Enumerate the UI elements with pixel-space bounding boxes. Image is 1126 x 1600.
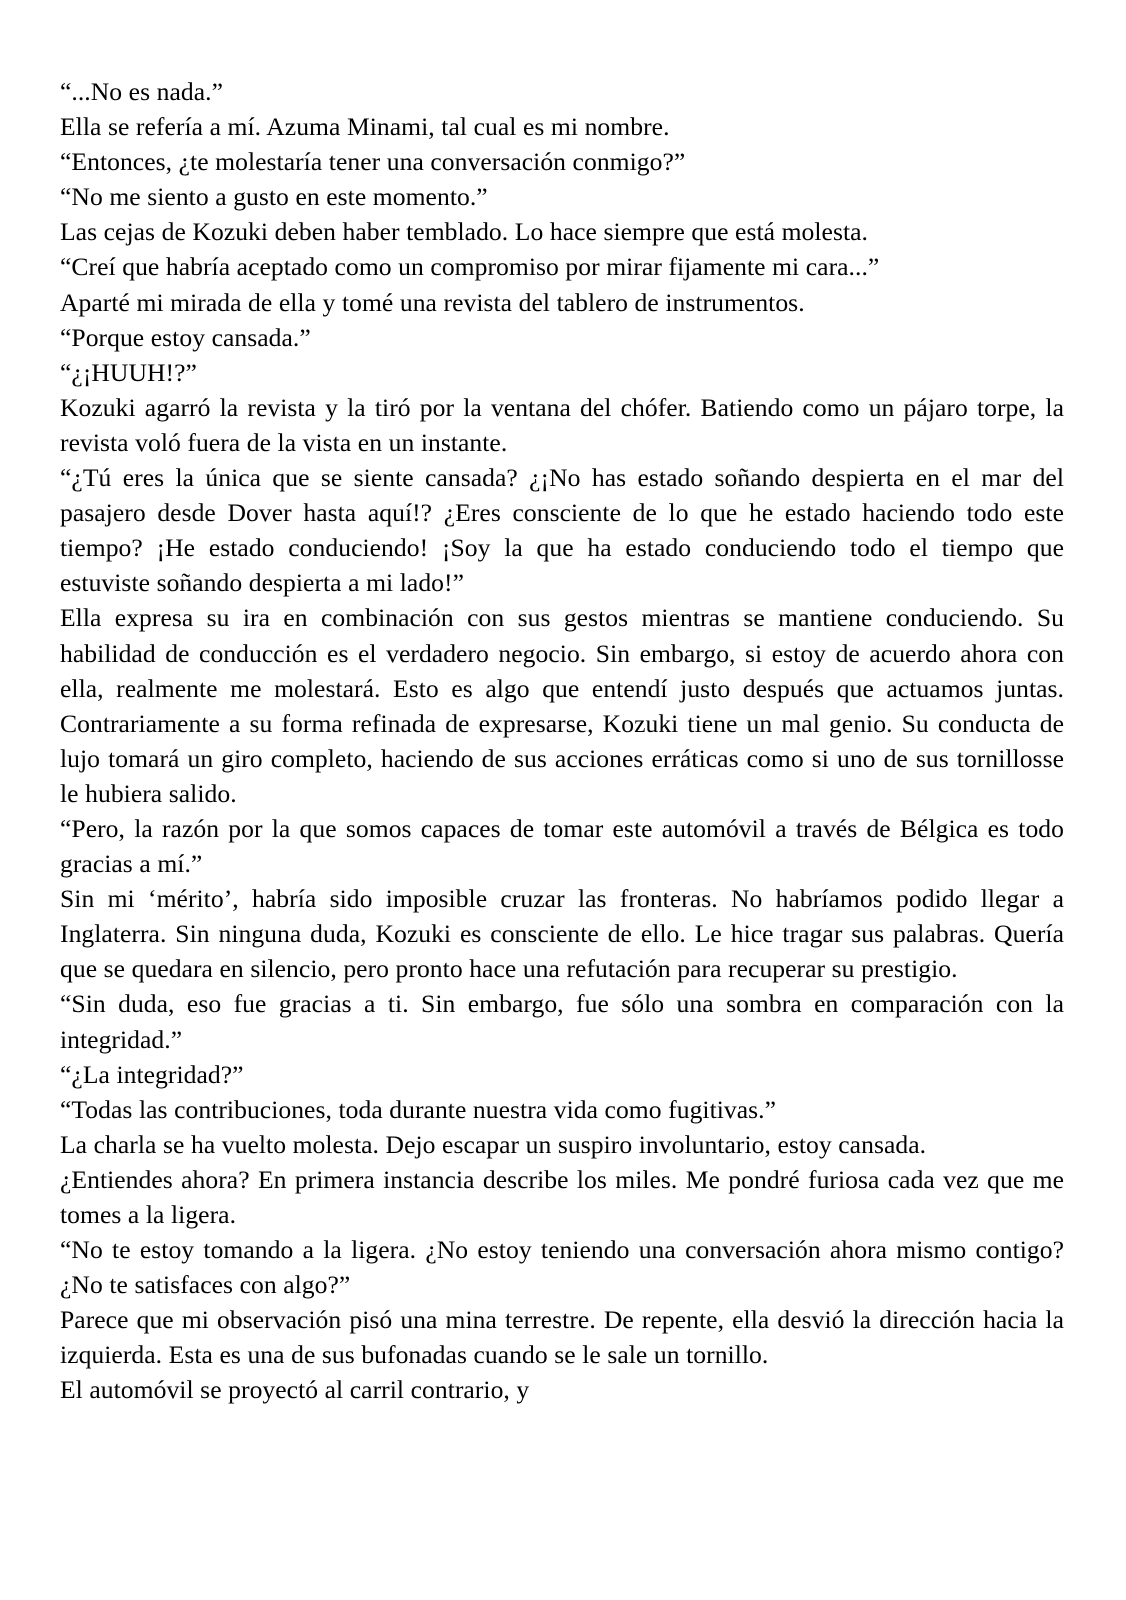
paragraph-p12: Ella expresa su ira en combinación con sus gestos mientras se mantiene conduciendo. Su habilidad de conducción es el verdadero negocio. Sin embargo, si estoy de acuerdo ahora con ella, realmente me molestará. Esto es algo que entendí justo después que actuamos juntas. Contrariamente a su forma refinada de expresarse, Kozuki tiene un mal genio. Su conducta de lujo tomará un giro completo, haciendo de sus acciones erráticas como si uno de sus tornillosse le hubiera salido. (60, 603, 1064, 808)
paragraph-p2: Ella se refería a mí. Azuma Minami, tal cual es mi nombre. (60, 112, 670, 142)
paragraph-p11: “¿Tú eres la única que se siente cansada? ¿¡No has estado soñando despierta en el mar del pasajero desde Dover hasta aquí!? ¿Eres consciente de lo que he estado haciendo todo este tiempo? ¡He estado conduciendo! ¡Soy la que ha estado conduciendo todo el tiempo que estuviste soñando despierta a mi lado!” (60, 463, 1064, 598)
paragraph-p4: “No me siento a gusto en este momento.” (60, 182, 488, 212)
paragraph-p20: “No te estoy tomando a la ligera. ¿No estoy teniendo una conversación ahora mismo contigo? ¿No te satisfaces con algo?” (60, 1235, 1064, 1300)
paragraph-p6: “Creí que habría aceptado como un compromiso por mirar fijamente mi cara...” (60, 252, 880, 282)
paragraph-p8: “Porque estoy cansada.” (60, 322, 311, 352)
paragraph-p21: Parece que mi observación pisó una mina terrestre. De repente, ella desvió la dirección hacia la izquierda. Esta es una de sus bufonadas cuando se le sale un tornillo. (60, 1305, 1064, 1370)
paragraph-p22: El automóvil se proyectó al carril contrario, y (60, 1375, 530, 1405)
paragraph-p9: “¿¡HUUH!?” (60, 357, 197, 387)
paragraph-p16: “¿La integridad?” (60, 1059, 244, 1089)
paragraph-p19: ¿Entiendes ahora? En primera instancia describe los miles. Me pondré furiosa cada vez que me tomes a la ligera. (60, 1164, 1064, 1229)
paragraph-p13: “Pero, la razón por la que somos capaces de tomar este automóvil a través de Bélgica es todo gracias a mí.” (60, 813, 1064, 879)
paragraph-p7: Aparté mi mirada de ella y tomé una revista del tablero de instrumentos. (60, 287, 805, 317)
paragraph-p10: Kozuki agarró la revista y la tiró por la ventana del chófer. Batiendo como un pájaro torpe, la revista voló fuera de la vista en un instante. (60, 392, 1064, 457)
paragraph-p15: “Sin duda, eso fue gracias a ti. Sin embargo, fue sólo una sombra en comparación con la integridad.” (60, 989, 1064, 1054)
body-text-column (60, 74, 1064, 1408)
paragraph-p5: Las cejas de Kozuki deben haber temblado. Lo hace siempre que está molesta. (60, 217, 868, 247)
paragraph-p14: Sin mi ‘mérito’, habría sido imposible cruzar las fronteras. No habríamos podido llegar a Inglaterra. Sin ninguna duda, Kozuki es consciente de ello. Le hice tragar sus palabras. Quería que se quedara en silencio, pero pronto hace una refutación para recuperar su prestigio. (60, 884, 1064, 984)
paragraph-p1: “...No es nada.” (60, 77, 224, 106)
paragraph-p3: “Entonces, ¿te molestaría tener una conversación conmigo?” (60, 147, 686, 177)
paragraph-p17: “Todas las contribuciones, toda durante nuestra vida como fugitivas.” (60, 1094, 777, 1124)
paragraph-p18: La charla se ha vuelto molesta. Dejo escapar un suspiro involuntario, estoy cansada. (60, 1129, 927, 1159)
